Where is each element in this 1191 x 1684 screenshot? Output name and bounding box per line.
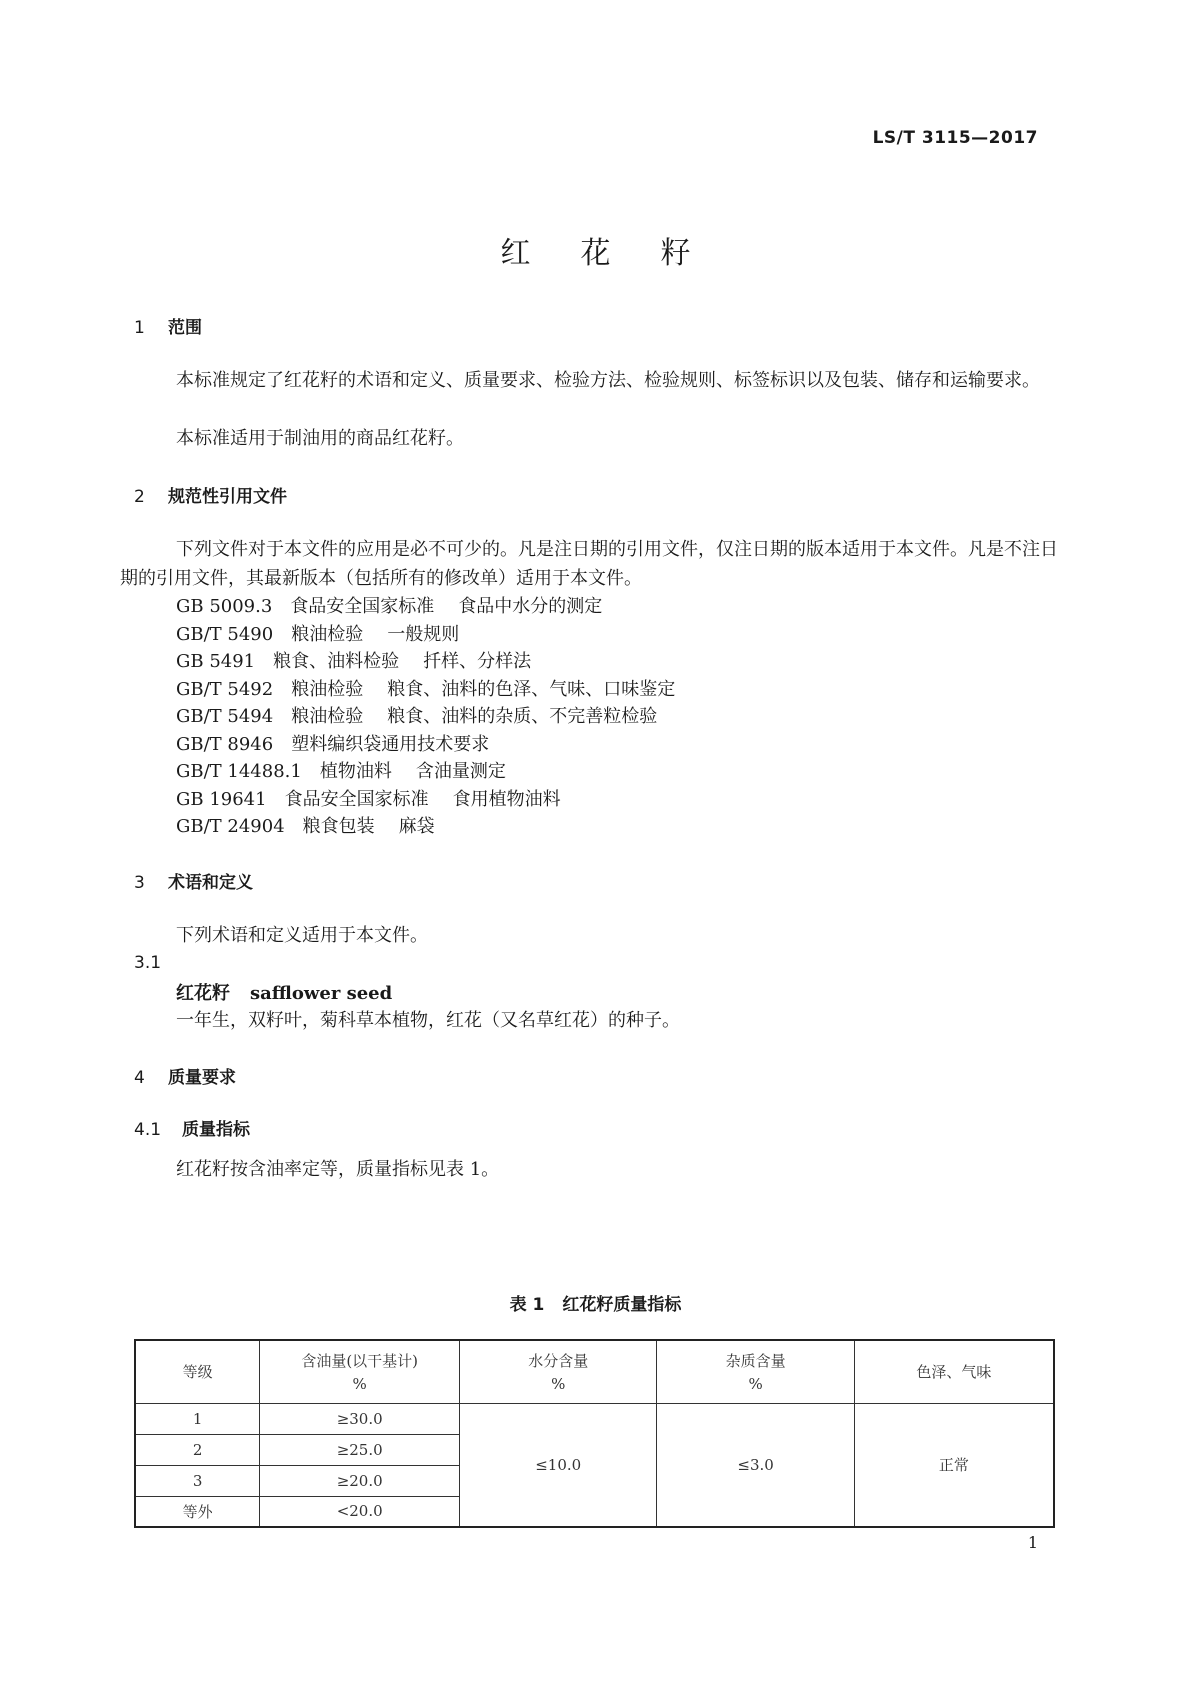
cell-grade: 1 — [135, 1403, 260, 1434]
section-1-paragraph-1: 本标准规定了红花籽的术语和定义、质量要求、检验方法、检验规则、标签标识以及包装、储存和运输要求。 — [176, 370, 1040, 391]
term-number: 3.1 — [134, 953, 162, 973]
reference-subtitle: 麻袋 — [398, 816, 435, 837]
reference-subtitle: 粮食、油料的杂质、不完善粒检验 — [387, 706, 658, 727]
cell-oil: ≥30.0 — [260, 1403, 460, 1434]
section-4-paragraph-1: 红花籽按含油率定等，质量指标见表 1。 — [176, 1159, 500, 1180]
subsection-title: 质量指标 — [182, 1120, 250, 1140]
quality-table — [134, 1339, 1055, 1528]
header-moisture-label: 水分含量 — [528, 1352, 589, 1371]
reference-code: GB 19641 — [176, 789, 267, 810]
term-entry — [176, 979, 392, 1005]
cell-oil: <20.0 — [260, 1496, 460, 1527]
reference-code: GB/T 14488.1 — [176, 761, 302, 782]
document-title: 红花籽 — [500, 236, 741, 271]
header-oil-content — [260, 1340, 460, 1403]
reference-title: 粮食包装 — [302, 816, 375, 837]
term-chinese: 红花籽 — [176, 983, 230, 1004]
reference-code: GB 5491 — [176, 651, 256, 672]
reference-item — [176, 647, 531, 673]
reference-code: GB/T 5494 — [176, 706, 274, 727]
reference-item — [176, 702, 657, 728]
cell-oil: ≥25.0 — [260, 1434, 460, 1465]
header-moisture-unit: % — [551, 1375, 566, 1394]
section-title: 规范性引用文件 — [168, 487, 287, 507]
cell-impurity: ≤3.0 — [657, 1403, 854, 1527]
reference-subtitle: 粮食、油料的色泽、气味、口味鉴定 — [387, 679, 676, 700]
term-definition: 一年生，双籽叶，菊科草本植物，红花（又名草红花）的种子。 — [176, 1010, 680, 1031]
section-4-heading — [134, 1063, 236, 1088]
reference-code: GB/T 8946 — [176, 734, 274, 755]
standard-code: LS/T 3115—2017 — [872, 128, 1038, 148]
reference-item — [176, 620, 459, 646]
section-1-paragraph-2: 本标准适用于制油用的商品红花籽。 — [176, 428, 464, 449]
reference-subtitle: 一般规则 — [387, 624, 460, 645]
reference-title: 植物油料 — [319, 761, 392, 782]
section-3-paragraph-1: 下列术语和定义适用于本文件。 — [176, 925, 428, 946]
header-color-odor: 色泽、气味 — [854, 1340, 1054, 1403]
header-grade: 等级 — [135, 1340, 260, 1403]
reference-code: GB/T 5492 — [176, 679, 274, 700]
cell-color-odor: 正常 — [854, 1403, 1054, 1527]
reference-subtitle: 扦样、分样法 — [423, 651, 532, 672]
reference-title: 食品安全国家标准 — [284, 789, 429, 810]
reference-title: 粮油检验 — [291, 706, 364, 727]
section-number: 2 — [134, 487, 145, 507]
reference-title: 粮油检验 — [291, 624, 364, 645]
section-2-paragraph-1: 下列文件对于本文件的应用是必不可少的。凡是注日期的引用文件，仅注日期的版本适用于本文件。凡是不注日期的引用文件，其最新版本（包括所有的修改单）适用于本文件。 — [120, 539, 1058, 589]
cell-grade: 2 — [135, 1434, 260, 1465]
section-number: 1 — [134, 318, 145, 338]
header-oil-label: 含油量(以干基计) — [301, 1352, 419, 1371]
reference-item — [176, 592, 602, 618]
term-english: safflower seed — [250, 983, 393, 1004]
reference-code: GB/T 24904 — [176, 816, 285, 837]
reference-item — [176, 730, 489, 756]
table-caption-title: 红花籽质量指标 — [562, 1295, 682, 1315]
cell-oil: ≥20.0 — [260, 1465, 460, 1496]
reference-item — [176, 757, 506, 783]
reference-title: 粮油检验 — [291, 679, 364, 700]
section-2-heading — [134, 482, 287, 507]
section-title: 术语和定义 — [168, 873, 253, 893]
page-number: 1 — [1027, 1533, 1038, 1552]
reference-code: GB 5009.3 — [176, 596, 273, 617]
reference-code: GB/T 5490 — [176, 624, 274, 645]
subsection-4-1-heading — [134, 1115, 250, 1140]
reference-subtitle: 含油量测定 — [415, 761, 506, 782]
section-title: 范围 — [168, 318, 202, 338]
reference-subtitle: 食品中水分的测定 — [458, 596, 603, 617]
section-title: 质量要求 — [168, 1068, 236, 1088]
table-caption-number: 表 1 — [509, 1295, 545, 1315]
reference-item — [176, 812, 435, 838]
header-impurity-unit: % — [748, 1375, 763, 1394]
section-1-heading — [134, 313, 202, 338]
reference-subtitle: 食用植物油料 — [452, 789, 561, 810]
header-impurity-label: 杂质含量 — [725, 1352, 786, 1371]
header-moisture — [459, 1340, 656, 1403]
reference-title: 粮食、油料检验 — [273, 651, 400, 672]
header-oil-unit: % — [352, 1375, 367, 1394]
cell-grade: 3 — [135, 1465, 260, 1496]
section-number: 4 — [134, 1068, 145, 1088]
reference-title: 塑料编织袋通用技术要求 — [291, 734, 490, 755]
reference-item — [176, 675, 675, 701]
table-header-row — [135, 1340, 1054, 1403]
table-row — [135, 1403, 1054, 1434]
reference-title: 食品安全国家标准 — [290, 596, 435, 617]
section-3-heading — [134, 868, 253, 893]
cell-moisture: ≤10.0 — [459, 1403, 656, 1527]
section-number: 3 — [134, 873, 145, 893]
cell-grade: 等外 — [135, 1496, 260, 1527]
reference-item — [176, 785, 561, 811]
subsection-number: 4.1 — [134, 1120, 162, 1140]
header-impurity — [657, 1340, 854, 1403]
table-caption — [0, 1290, 1191, 1315]
